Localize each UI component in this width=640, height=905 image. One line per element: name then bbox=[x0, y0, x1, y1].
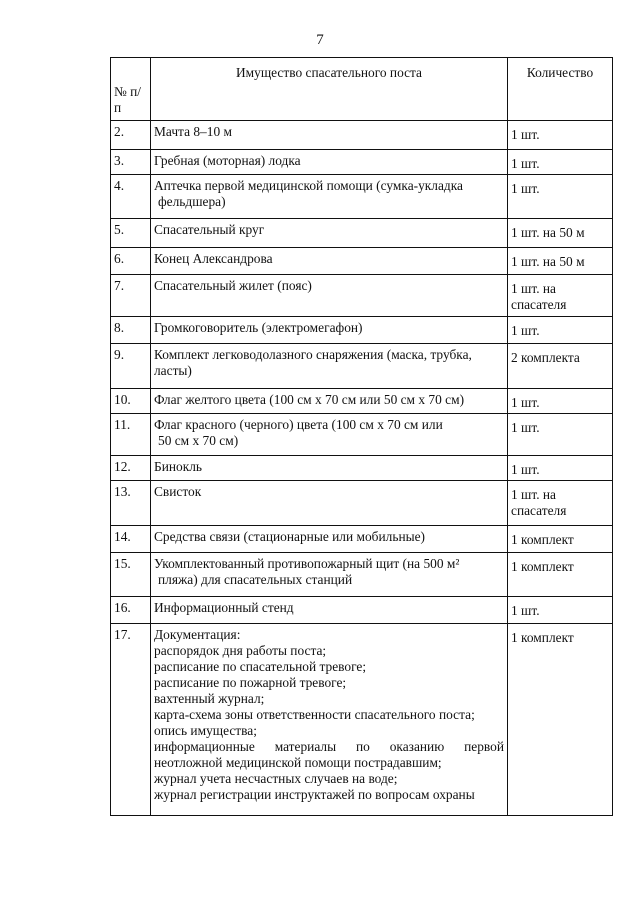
row-number: 2. bbox=[111, 121, 151, 150]
table-row bbox=[111, 275, 613, 317]
quantity-line: 1 шт. bbox=[511, 323, 540, 338]
row-property bbox=[151, 219, 508, 248]
property-line: пляжа) для спасательных станций bbox=[158, 572, 353, 587]
row-property bbox=[151, 344, 508, 389]
row-number: 7. bbox=[111, 275, 151, 317]
header-property: Имущество спасательного поста bbox=[151, 58, 508, 121]
property-line: расписание по пожарной тревоге; bbox=[154, 675, 347, 690]
row-number: 6. bbox=[111, 248, 151, 275]
quantity-line: спасателя bbox=[511, 297, 567, 312]
row-property bbox=[151, 526, 508, 553]
property-line: карта-схема зоны ответственности спасательного поста; bbox=[154, 707, 475, 722]
property-line: Флаг красного (черного) цвета (100 см х 70 см или bbox=[154, 417, 443, 432]
property-line: Комплект легководолазного снаряжения (маска, трубка, bbox=[154, 347, 472, 362]
inventory-table bbox=[110, 57, 613, 816]
row-quantity bbox=[508, 597, 613, 624]
row-quantity bbox=[508, 389, 613, 414]
quantity-line: 1 шт. bbox=[511, 395, 540, 410]
property-line: информационные материалы по оказанию первой bbox=[154, 739, 504, 754]
table-row bbox=[111, 414, 613, 456]
property-line: Бинокль bbox=[154, 459, 203, 474]
quantity-line: спасателя bbox=[511, 503, 567, 518]
row-quantity bbox=[508, 526, 613, 553]
row-quantity bbox=[508, 344, 613, 389]
row-quantity bbox=[508, 456, 613, 481]
property-line: Свисток bbox=[154, 484, 202, 499]
row-quantity bbox=[508, 414, 613, 456]
table-row bbox=[111, 344, 613, 389]
header-number: № п/п bbox=[111, 58, 151, 121]
property-line: Громкоговоритель (электромегафон) bbox=[154, 320, 363, 335]
quantity-line: 1 шт. bbox=[511, 462, 540, 477]
row-property bbox=[151, 317, 508, 344]
quantity-line: 1 шт. bbox=[511, 603, 540, 618]
row-number: 16. bbox=[111, 597, 151, 624]
property-line: Конец Александрова bbox=[154, 251, 273, 266]
table-row bbox=[111, 389, 613, 414]
row-quantity bbox=[508, 150, 613, 175]
row-number: 15. bbox=[111, 553, 151, 597]
row-quantity bbox=[508, 248, 613, 275]
property-line: Спасательный жилет (пояс) bbox=[154, 278, 312, 293]
table-row bbox=[111, 150, 613, 175]
quantity-line: 1 комплект bbox=[511, 630, 574, 645]
quantity-line: 1 шт. на bbox=[511, 281, 557, 296]
table-row bbox=[111, 553, 613, 597]
row-property bbox=[151, 150, 508, 175]
row-property bbox=[151, 389, 508, 414]
property-line: фельдшера) bbox=[158, 194, 226, 209]
property-line: Спасательный круг bbox=[154, 222, 265, 237]
property-line: Укомплектованный противопожарный щит (на 500 м² bbox=[154, 556, 460, 571]
row-quantity bbox=[508, 553, 613, 597]
row-property bbox=[151, 275, 508, 317]
property-line: опись имущества; bbox=[154, 723, 257, 738]
row-number: 12. bbox=[111, 456, 151, 481]
quantity-line: 1 шт. bbox=[511, 127, 540, 142]
table-row bbox=[111, 219, 613, 248]
property-line: распорядок дня работы поста; bbox=[154, 643, 327, 658]
row-number: 14. bbox=[111, 526, 151, 553]
quantity-line: 2 комплекта bbox=[511, 350, 580, 365]
property-line: вахтенный журнал; bbox=[154, 691, 265, 706]
row-property bbox=[151, 597, 508, 624]
table-row bbox=[111, 624, 613, 816]
property-line: Гребная (моторная) лодка bbox=[154, 153, 301, 168]
property-line: Документация: bbox=[154, 627, 241, 642]
row-property bbox=[151, 553, 508, 597]
table-row bbox=[111, 248, 613, 275]
property-line: Аптечка первой медицинской помощи (сумка-укладка bbox=[154, 178, 463, 193]
quantity-line: 1 шт. на 50 м bbox=[511, 254, 585, 269]
property-line: журнал регистрации инструктажей по вопросам охраны bbox=[154, 787, 475, 802]
row-quantity bbox=[508, 481, 613, 526]
property-line: расписание по спасательной тревоге; bbox=[154, 659, 367, 674]
table-header-row bbox=[111, 58, 613, 121]
row-number: 10. bbox=[111, 389, 151, 414]
quantity-line: 1 шт. bbox=[511, 420, 540, 435]
table-row bbox=[111, 526, 613, 553]
row-quantity bbox=[508, 275, 613, 317]
row-property bbox=[151, 248, 508, 275]
row-property bbox=[151, 456, 508, 481]
property-line: журнал учета несчастных случаев на воде; bbox=[154, 771, 398, 786]
table-row bbox=[111, 175, 613, 219]
header-quantity: Количество bbox=[508, 58, 613, 121]
property-line: неотложной медицинской помощи пострадавшим; bbox=[154, 755, 442, 770]
table-row bbox=[111, 597, 613, 624]
row-number: 5. bbox=[111, 219, 151, 248]
property-line: 50 см х 70 см) bbox=[158, 433, 239, 448]
table-row bbox=[111, 456, 613, 481]
row-number: 3. bbox=[111, 150, 151, 175]
quantity-line: 1 шт. на 50 м bbox=[511, 225, 585, 240]
quantity-line: 1 шт. на bbox=[511, 487, 557, 502]
row-quantity bbox=[508, 624, 613, 816]
row-quantity bbox=[508, 317, 613, 344]
row-number: 8. bbox=[111, 317, 151, 344]
row-property bbox=[151, 121, 508, 150]
page-number: 7 bbox=[316, 32, 324, 48]
quantity-line: 1 шт. bbox=[511, 156, 540, 171]
row-number: 4. bbox=[111, 175, 151, 219]
quantity-line: 1 шт. bbox=[511, 181, 540, 196]
property-line: Флаг желтого цвета (100 см х 70 см или 50 см х 70 см) bbox=[154, 392, 465, 407]
table-row bbox=[111, 121, 613, 150]
row-number: 11. bbox=[111, 414, 151, 456]
row-quantity bbox=[508, 121, 613, 150]
property-line: Средства связи (стационарные или мобильные) bbox=[154, 529, 426, 544]
row-property bbox=[151, 624, 508, 816]
quantity-line: 1 комплект bbox=[511, 559, 574, 574]
row-number: 17. bbox=[111, 624, 151, 816]
row-number: 13. bbox=[111, 481, 151, 526]
property-line: Мачта 8–10 м bbox=[154, 124, 232, 139]
table-row bbox=[111, 481, 613, 526]
quantity-line: 1 комплект bbox=[511, 532, 574, 547]
property-line: ласты) bbox=[154, 363, 192, 378]
row-property bbox=[151, 175, 508, 219]
row-number: 9. bbox=[111, 344, 151, 389]
row-property bbox=[151, 414, 508, 456]
row-quantity bbox=[508, 219, 613, 248]
property-line: Информационный стенд bbox=[154, 600, 294, 615]
row-property bbox=[151, 481, 508, 526]
table-row bbox=[111, 317, 613, 344]
row-quantity bbox=[508, 175, 613, 219]
